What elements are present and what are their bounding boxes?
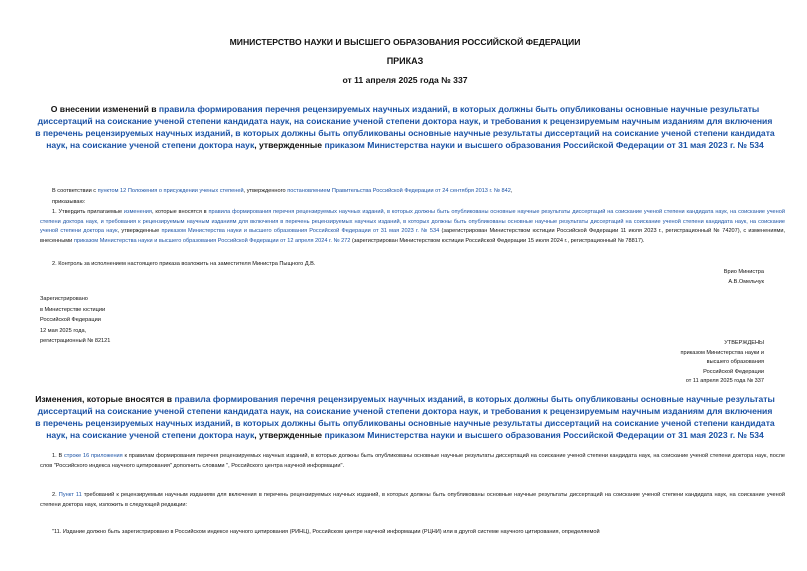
- registration-line: 12 мая 2025 года,: [40, 327, 87, 334]
- item1-text: 1. Утвердить прилагаемые: [52, 209, 124, 215]
- order-272-link[interactable]: приказом Министерства науки и высшего образования Российской Федерации от 12 апреля 2024 г. № 272: [73, 237, 351, 244]
- approval-line: от 11 апреля 2025 года № 337: [685, 378, 764, 384]
- document-type: ПРИКАЗ: [386, 56, 424, 66]
- item2-text: 2. Контроль за исполнением настоящего приказа возложить на заместителя Министра Пыщного Д.В.: [52, 261, 316, 267]
- approval-line: Российской Федерации: [703, 368, 764, 375]
- item1-text-5: (зарегистрирован Министерством юстиции Российской Федерации 15 июля 2024 г., регистрационный № 78817).: [350, 237, 645, 244]
- changes-title-middle: , утвержденные: [254, 430, 325, 440]
- changes-title-order-link[interactable]: приказом Министерства науки и высшего образования Российской Федерации от 31 мая 2023 г. № 534: [324, 430, 764, 440]
- paragraph-item-1: [40, 208, 785, 246]
- changes-title-prefix: Изменения, которые вносятся в: [35, 394, 175, 404]
- paragraph-basis: [40, 187, 785, 197]
- approval-block: [680, 339, 764, 387]
- change-item-3: [40, 528, 785, 538]
- paragraph-item-2: [40, 260, 785, 270]
- change-item-1: [40, 452, 785, 471]
- approval-line: приказом Министерства науки и: [680, 349, 764, 356]
- signature-name: А.В.Омельчук: [728, 278, 764, 285]
- basis-text-3: ,: [510, 188, 513, 194]
- document-date-number: от 11 апреля 2025 года № 337: [342, 75, 468, 85]
- item1-text-3: , утвержденные: [117, 228, 162, 234]
- registration-line: регистрационный № 82121: [40, 338, 111, 344]
- rules-link[interactable]: правила формирования перечня рецензируемых научных изданий, в которых должны быть опубликованы основные научные результаты диссертаций на соискание ученой степени кандидата наук, на соискание ученой степени доктора наук, и требования к рецензируемым научным изданиям для включения в перечень рецензируемых научных изданий, в которых должны быть опубликованы основные научные результаты диссертаций на соискание ученой степени кандидата наук, на соискание ученой степени доктора наук: [40, 209, 785, 234]
- point-11-link[interactable]: Пункт 11: [58, 492, 82, 498]
- approval-line: высшего образования: [706, 359, 764, 365]
- basis-text-2: , утвержденного: [243, 188, 288, 194]
- item1-text-2: , которые вносятся в: [151, 209, 209, 215]
- registration-line: Российской Федерации: [40, 317, 101, 323]
- signature-position: Врио Министра: [723, 269, 764, 275]
- change3-text: "11. Издание должно быть зарегистрировано в Российском индексе научного цитирования (РИНЦ), Российском центре научной информации (РЦНИ) или в другой системе научного цитирования, определяемой: [52, 529, 600, 535]
- order-word: приказываю:: [52, 199, 86, 205]
- ministry-heading: МИНИСТЕРСТВО НАУКИ И ВЫСШЕГО ОБРАЗОВАНИЯ РОССИЙСКОЙ ФЕДЕРАЦИИ: [229, 37, 581, 47]
- change2-text-2: требований к рецензируемым научным изданиям для включения в перечень рецензируемых научных изданий, в которых должны быть опубликованы основные научные результаты диссертаций на соискание ученой степени кандидата наук, на соискание ученой степени доктора наук, изложить в следующей редакции:: [40, 492, 785, 508]
- order-534-link[interactable]: приказом Министерства науки и высшего образования Российской Федерации от 31 мая 2023 г. № 534: [161, 228, 440, 234]
- approval-line: УТВЕРЖДЕНЫ: [724, 340, 764, 346]
- government-decree-link[interactable]: постановлением Правительства Российской Федерации от 24 сентября 2013 г. № 842: [287, 188, 511, 194]
- appendix-row-link[interactable]: строке 16 приложения: [63, 453, 123, 459]
- changes-title: [35, 393, 775, 441]
- title-middle: , утвержденные: [254, 140, 325, 150]
- registration-block: [40, 294, 110, 347]
- registration-line: Зарегистрировано: [40, 296, 88, 302]
- regulation-point-link[interactable]: пунктом 12 Положения о присуждении ученых степеней: [97, 188, 244, 194]
- change1-text-2: к правилам формирования перечня рецензируемых научных изданий, в которых должны быть опубликованы основные научные результаты диссертаций на соискание ученой степени кандидата наук, на соискание ученой степени доктора наук, после слов "Российского индекса научного цитирования" дополнить словами ", Российского центра научной информации".: [40, 453, 785, 469]
- signature-block: [724, 268, 764, 287]
- change1-text: 1. В: [52, 453, 64, 459]
- title-order-link[interactable]: приказом Министерства науки и высшего образования Российской Федерации от 31 мая 2023 г. № 534: [324, 140, 764, 150]
- item1-text-4: (зарегистрирован Министерством юстиции Российской Федерации 11 июля 2023 г., регистрационный № 74207), с изменениями, внесенными: [40, 228, 785, 244]
- changes-title-rules-link[interactable]: правила формирования перечня рецензируемых научных изданий, в которых должны быть опубликованы основные научные результаты диссертаций на соискание ученой степени кандидата наук, на соискание ученой степени доктора наук, и требования к рецензируемым научным изданиям для включения в перечень рецензируемых научных изданий, в которых должны быть опубликованы основные научные результаты диссертаций на соискание ученой степени кандидата наук, на соискание ученой степени доктора наук: [35, 394, 775, 440]
- registration-line: в Министерстве юстиции: [40, 306, 106, 313]
- change2-text: 2.: [52, 492, 59, 498]
- change-item-2: [40, 491, 785, 510]
- basis-text: В соответствии с: [52, 188, 98, 194]
- title-prefix: О внесении изменений в: [50, 104, 159, 114]
- changes-link[interactable]: изменения: [123, 209, 152, 215]
- title-rules-link[interactable]: правила формирования перечня рецензируемых научных изданий, в которых должны быть опубликованы основные научные результаты диссертаций на соискание ученой степени кандидата наук, на соискание ученой степени доктора наук, и требования к рецензируемым научным изданиям для включения в перечень рецензируемых научных изданий, в которых должны быть опубликованы основные научные результаты диссертаций на соискание ученой степени кандидата наук, на соискание ученой степени доктора наук: [35, 104, 775, 150]
- paragraph-order-word: [40, 198, 785, 208]
- document-title: [35, 103, 775, 151]
